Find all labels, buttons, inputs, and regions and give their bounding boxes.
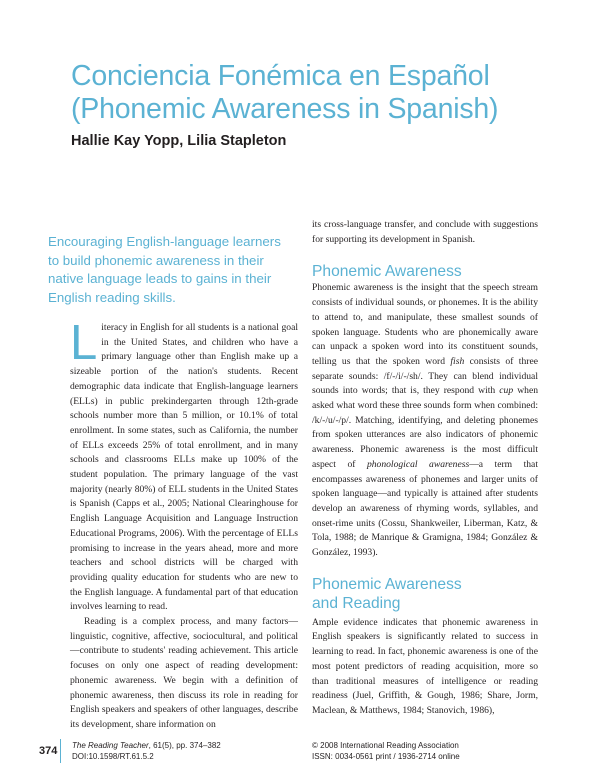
- title-line-1: Conciencia Fonémica en Español: [71, 60, 490, 92]
- body-paragraph-4: Phonemic awareness is the insight that the speech stream consists of individual sounds, or phonemes. It is the ability to attend to, and manipulate, these smallest sounds of spoken language. Students who are phonemically aware can unpack a spoken word into its constituent sounds, telling us that the spoken word fish consists of three separate sounds: /f/-/i/-/sh/. They can blend individual sounds into words; that is, they respond with cup when asked what word these three sounds form when combined: /k/-/u/-/p/. Matching, identifying, and deleting phonemes from spoken utterances are also indicators of phonemic awareness. Phonemic awareness is the most difficult aspect of phonological awareness—a term that encompasses awareness of phonemes and larger units of spoken language—and typically is attained after students develop an awareness of rhyming words, syllables, and onset-rime units (Cossu, Shankweiler, Liberman, Katz, & Tola, 1988; de Manrique & Gramigna, 1984; González & González, 1993).: [312, 282, 538, 559]
- article-title: [71, 60, 571, 126]
- column-left: [70, 316, 298, 733]
- authors: Hallie Kay Yopp, Lilia Stapleton: [71, 133, 287, 149]
- journal-name: The Reading Teacher: [72, 741, 149, 750]
- column-right: [312, 218, 538, 719]
- footer-citation: The Reading Teacher, 61(5), pp. 374–382 DOI:10.1598/RT.61.5.2: [72, 741, 221, 761]
- pull-quote: Encouraging English-language learners to build phonemic awareness in their native language leads to gains in their English reading skills.: [48, 234, 281, 305]
- section-heading-phonemic-awareness-and-reading: Phonemic Awareness and Reading: [312, 575, 462, 612]
- section-heading-phonemic-awareness: Phonemic Awareness: [312, 263, 462, 281]
- doi: DOI:10.1598/RT.61.5.2: [72, 751, 154, 761]
- body-paragraph-3: its cross-language transfer, and conclude with suggestions for supporting its development in Spanish.: [312, 219, 538, 245]
- body-paragraph-1-text: iteracy in English for all students is a national goal in the United States, and children who have a primary language other than English make up a sizeable portion of the nation's students. Recent demographic data indicate that English-language learners (ELLs) in public prekindergarten through 12th-grade schools number more than 5 million, or 10.1% of total enrollment. In some states, such as California, the number of ELLs exceeds 25% of total enrollment, and in many schools and classrooms ELLs make up 100% of the student population. The primary language of the vast majority (nearly 80%) of ELL students in the United States is Spanish (Capps et al., 2005; National Clearinghouse for English Language Acquisition and Language Instruction Educational Programs, 2006). With the percentage of ELLs promising to increase in the years ahead, more and more teachers and school districts will be charged with providing quality education for students who are new to the English language. A fundamental part of that education involves learning to read.: [70, 322, 298, 613]
- footer-divider: [60, 739, 61, 763]
- title-line-2: (Phonemic Awareness in Spanish): [71, 93, 499, 125]
- footer-copyright: © 2008 International Reading Association ISSN: 0034-0561 print / 1936-2714 online: [312, 741, 460, 761]
- body-paragraph-5: Ample evidence indicates that phonemic awareness in English speakers is significantly related to success in learning to read. In fact, phonemic awareness is one of the most potent predictors of reading acquisition, more so than traditional measures of intelligence or reading readiness (Juel, Griffith, & Gough, 1986; Share, Jorm, Maclean, & Matthews, 1984; Stanovich, 1986),: [312, 616, 538, 716]
- page-number: 374: [39, 745, 58, 757]
- body-paragraph-1: [70, 316, 298, 615]
- drop-cap: L: [70, 316, 98, 370]
- body-paragraph-2: Reading is a complex process, and many factors—linguistic, cognitive, affective, sociocultural, and political—contribute to students' reading achievement. This article focuses on only one aspect of reading development: phonemic awareness. We begin with a definition of phonemic awareness, then discuss its role in reading for English speakers and speakers of other languages, describe its development, share information on: [70, 616, 298, 730]
